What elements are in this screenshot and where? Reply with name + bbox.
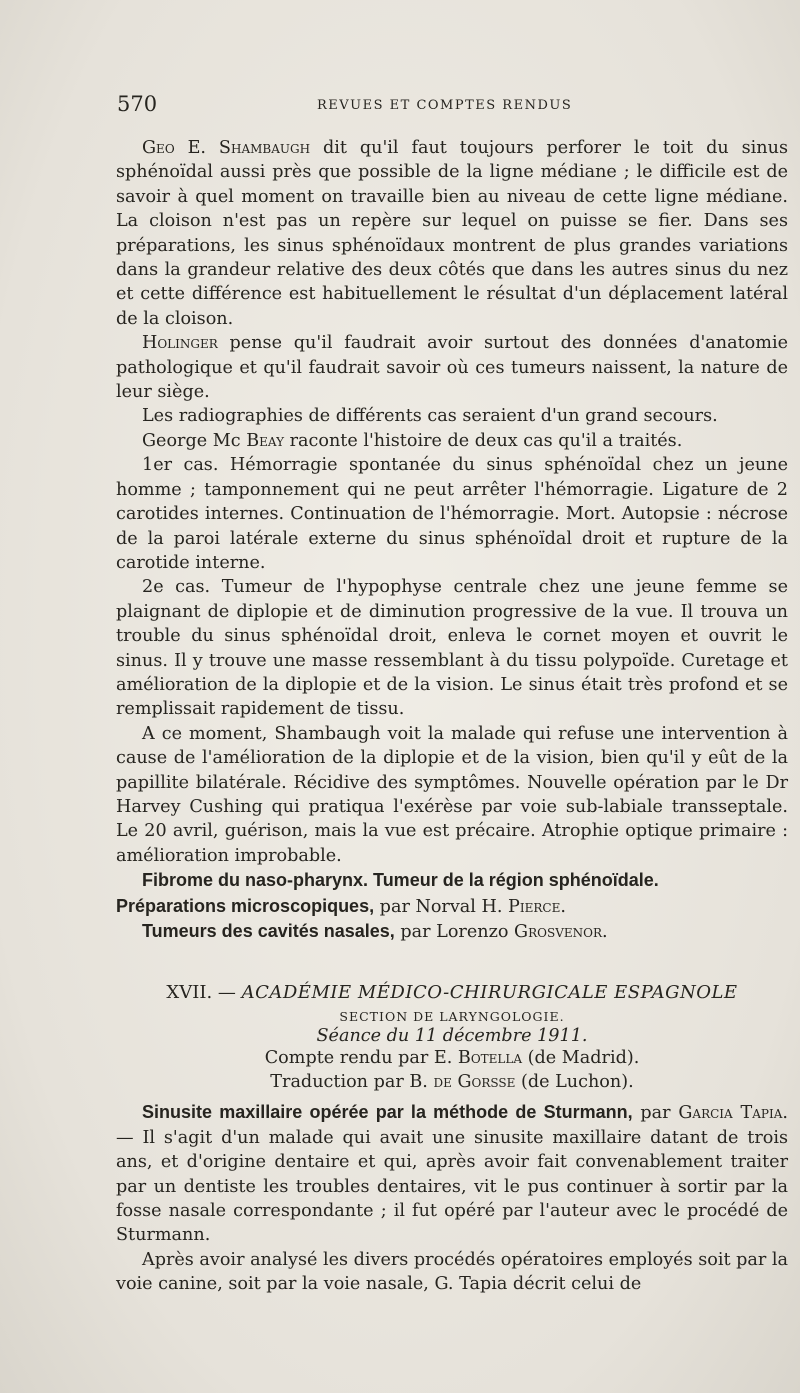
byline: par [632, 1103, 679, 1124]
author-name: de Gorsse [433, 1072, 516, 1093]
byline: par Norval H. [374, 896, 509, 917]
report-credit: Compte rendu par E. Botella (de Madrid). [264, 1048, 640, 1069]
running-head: REVUES ET COMPTES RENDUS [317, 98, 573, 113]
article-title: Préparations microscopiques, [116, 895, 375, 916]
paragraph-case-1: 1er cas. Hémorragie spontanée du sinus sphénoïdal chez un jeune homme ; tamponnement qui ne peut arrêter l'hémorragie. Ligature de 2 carotides internes. Continuation de l'hémorragie. Mort. Autopsie : nécrose de la paroi latérale externe du sinus sphénoïdal droit et rupture de la carotide interne. [116, 455, 788, 573]
article-sinusite [116, 1100, 788, 1247]
paragraph-text: pense qu'il faudrait avoir surtout des données d'anatomie pathologique et qu'il faudrait savoir où ces tumeurs naissent, la nature de leur siège. [116, 333, 788, 403]
author-name: Garcia Tapia [678, 1103, 783, 1124]
author-name: Beay [246, 430, 284, 451]
paragraph-radiographies: Les radiographies de différents cas seraient d'un grand secours. [142, 406, 718, 427]
byline: par Lorenzo [394, 922, 515, 942]
subsection-heading: SECTION DE LARYNGOLOGIE. [339, 1009, 565, 1025]
section-heading [116, 982, 788, 1003]
author-name: Pierce [508, 896, 561, 917]
paragraph-procedes: Après avoir analysé les divers procédés opératoires employés soit par la voie canine, soit par la voie nasale, G. Tapia décrit celui de [116, 1249, 788, 1295]
seance-date: Séance du 11 décembre 1911. [316, 1026, 588, 1047]
title-tumeurs: Tumeurs des cavités nasales, par Lorenzo Grosvenor. [142, 921, 608, 942]
title-fibrome [116, 868, 788, 893]
page-header [117, 92, 712, 122]
article-title: Tumeurs des cavités nasales, [142, 921, 395, 941]
article-title: Sinusite maxillaire opérée par la méthode de Sturmann, [142, 1102, 633, 1123]
author-prefix: George Mc [142, 430, 247, 451]
author-name: Geo E. Shambaugh [142, 138, 311, 158]
author-name: Holinger [142, 333, 218, 354]
paragraph-outcome: A ce moment, Shambaugh voit la malade qui refuse une intervention à cause de l'amélioration de la diplopie et de la vision, bien qu'il y eût de la papillite bilatérale. Récidive des symptômes. Nouvelle opération par le Dr Harvey Cushing qui pratiqua l'exérèse par voie sub-labiale transseptale. Le 20 avril, guérison, mais la vue est précaire. Atrophie optique primaire : amélioration improbable. [116, 723, 788, 866]
page-body [116, 136, 788, 1297]
section-number: XVII. — [166, 982, 242, 1004]
page-number: 570 [117, 92, 158, 116]
paragraph-holinger [116, 331, 788, 404]
paragraph-text: dit qu'il faut toujours perforer le toit du sinus sphénoïdal aussi près que possible de la ligne médiane ; le difficile est de savoir à quel moment on travaille bien au niveau de cette ligne médiane. La cloison n'est pas un repère sur lequel on puisse se fier. Dans ses préparations, les sinus sphénoïdaux montrent de plus grandes variations dans la grandeur relative des deux côtés que dans les autres sinus du nez et cette différence est habituellement le résultat d'un déplacement latéral de la cloison. [116, 138, 788, 329]
paragraph-shambaugh [116, 136, 788, 331]
article-title: Fibrome du naso-pharynx. Tumeur de la région sphénoïdale. [142, 870, 659, 891]
author-name: Grosvenor [514, 922, 602, 942]
paragraph-text: raconte l'histoire de deux cas qu'il a traités. [284, 430, 683, 451]
author-name: Botella [457, 1048, 523, 1069]
title-preparations: Préparations microscopiques, par Norval H. Pierce. [116, 895, 566, 917]
translation-credit: Traduction par B. de Gorsse (de Luchon). [270, 1072, 634, 1093]
paragraph-text: . — Il s'agit d'un malade qui avait une sinusite maxillaire datant de trois ans, et d'origine dentaire et qui, après avoir fait convenablement traiter par un dentiste les troubles dentaires, vit le pus continuer à sortir par la fosse nasale correspondante ; il fut opéré par l'auteur avec le procédé de Sturmann. [116, 1103, 788, 1246]
paragraph-case-2: 2e cas. Tumeur de l'hypophyse centrale chez une jeune femme se plaignant de diplopie et de diminution progressive de la vue. Il trouva un trouble du sinus sphénoïdal droit, enleva le cornet moyen et ouvrit le sinus. Il y trouve une masse ressemblant à du tissu polypoïde. Curetage et amélioration de la diplopie et de la vision. Le sinus était très profond et se remplissait rapidement de tissu. [116, 577, 788, 720]
section-title: ACADÉMIE MÉDICO-CHIRURGICALE ESPAGNOLE [241, 982, 738, 1004]
paragraph-mcbeay [116, 429, 788, 453]
